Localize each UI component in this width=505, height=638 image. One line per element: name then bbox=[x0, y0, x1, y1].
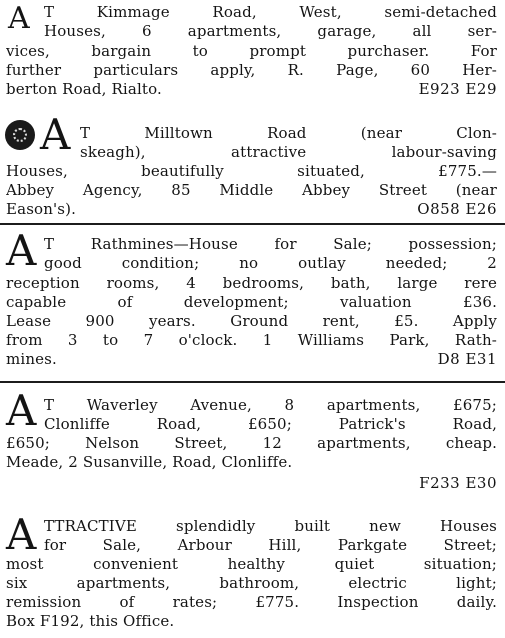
drop-cap: A bbox=[40, 110, 71, 159]
ad-text-line: vices, bargain to prompt purchaser. For bbox=[6, 42, 497, 60]
drop-cap: A bbox=[6, 226, 37, 275]
ad-text-line: T Kimmage Road, West, semi-detached bbox=[44, 3, 497, 21]
ad-waverley-avenue bbox=[0, 388, 505, 498]
ad-text-line: Eason's). bbox=[6, 200, 77, 218]
ad-text-line: T Milltown Road (near Clon- bbox=[80, 124, 497, 142]
drop-cap: A bbox=[8, 1, 30, 36]
ad-text-line: Houses, beautifully situated, £775.— bbox=[6, 162, 497, 180]
ad-text-line: for Sale, Arbour Hill, Parkgate Street; bbox=[44, 536, 497, 554]
ad-text-line: Box F192, this Office. bbox=[6, 612, 175, 630]
ad-reference-code: O858 E26 bbox=[417, 200, 497, 218]
ad-kimmage-road bbox=[0, 0, 505, 100]
ad-rathmines bbox=[0, 228, 505, 373]
ad-text-line: Clonliffe Road, £650; Patrick's Road, bbox=[44, 415, 497, 433]
ad-text-line: from 3 to 7 o'clock. 1 Williams Park, Rath- bbox=[6, 331, 497, 349]
ad-milltown-road bbox=[0, 110, 505, 218]
drop-cap: A bbox=[6, 386, 37, 435]
ornament-icon bbox=[5, 120, 35, 150]
ad-text-line: mines. bbox=[6, 350, 57, 368]
divider-rule bbox=[0, 223, 505, 225]
ad-text-line: Houses, 6 apartments, garage, all ser- bbox=[44, 22, 497, 40]
ad-text-line: £650; Nelson Street, 12 apartments, cheap. bbox=[6, 434, 497, 452]
ad-reference-code: E923 E29 bbox=[418, 80, 497, 98]
ad-text-line: Abbey Agency, 85 Middle Abbey Street (near bbox=[6, 181, 497, 199]
divider-rule bbox=[0, 381, 505, 383]
ad-text-line: capable of development; valuation £36. bbox=[6, 293, 497, 311]
ad-text-line: six apartments, bathroom, electric light; bbox=[6, 574, 497, 592]
ad-text-line: most convenient healthy quiet situation; bbox=[6, 555, 497, 573]
ad-attractive-houses bbox=[0, 510, 505, 635]
ad-text-line: further particulars apply, R. Page, 60 Her- bbox=[6, 61, 497, 79]
drop-cap: A bbox=[6, 510, 37, 559]
ad-text-line: reception rooms, 4 bedrooms, bath, large rere bbox=[6, 274, 497, 292]
ad-reference-code: D8 E31 bbox=[437, 350, 497, 368]
ad-text-line: good condition; no outlay needed; 2 bbox=[44, 254, 497, 272]
ad-reference-code: F233 E30 bbox=[419, 474, 497, 492]
ad-text-line: TTRACTIVE splendidly built new Houses bbox=[44, 517, 497, 535]
ad-text-line: berton Road, Rialto. bbox=[6, 80, 162, 98]
ad-text-line: T Rathmines—House for Sale; possession; bbox=[44, 235, 497, 253]
ad-text-line: Lease 900 years. Ground rent, £5. Apply bbox=[6, 312, 497, 330]
ad-text-line: skeagh), attractive labour-saving bbox=[80, 143, 497, 161]
ad-text-line: T Waverley Avenue, 8 apartments, £675; bbox=[44, 396, 497, 414]
ad-text-line: remission of rates; £775. Inspection daily. bbox=[6, 593, 497, 611]
ad-text-line: Meade, 2 Susanville, Road, Clonliffe. bbox=[6, 453, 293, 471]
